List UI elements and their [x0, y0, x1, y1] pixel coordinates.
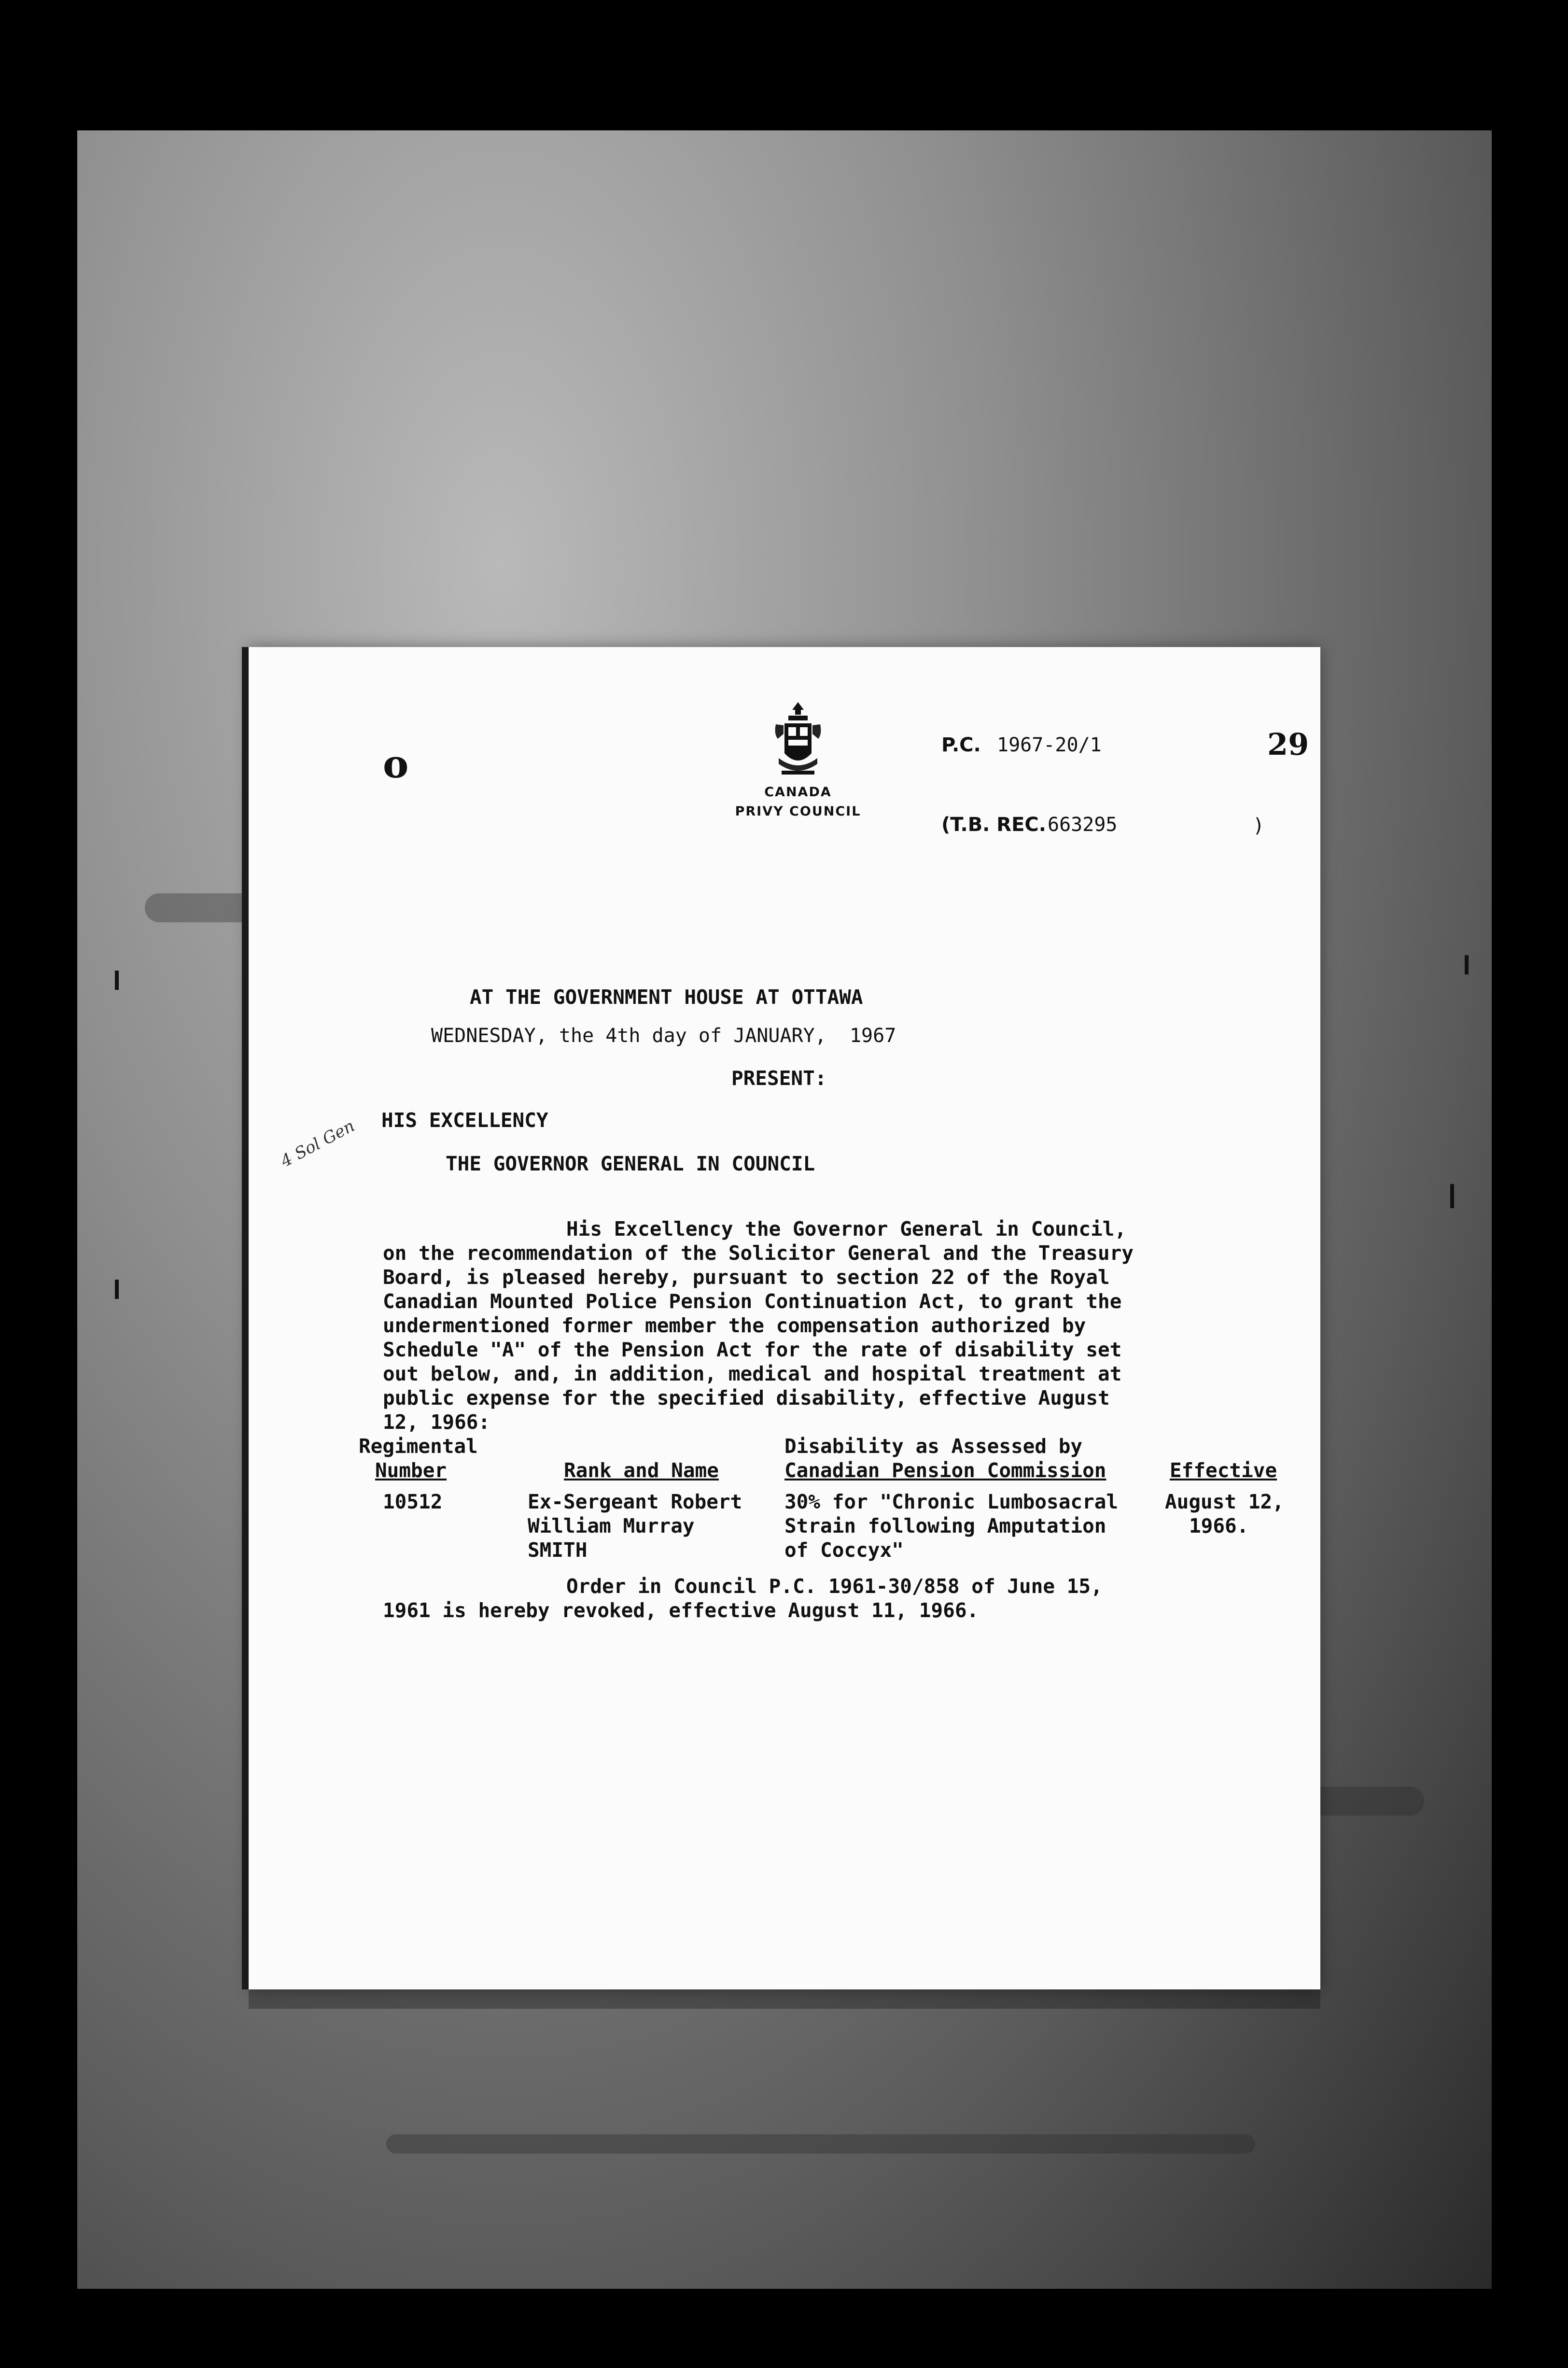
disability-line: 30% for "Chronic Lumbosacral [784, 1490, 1119, 1513]
header-rank-name: Rank and Name [564, 1459, 719, 1482]
pc-label: P.C. [941, 734, 981, 756]
cell-regimental-number: 10512 [383, 1490, 443, 1513]
closing-line: Order in Council P.C. 1961-30/858 of June 15, [566, 1575, 1103, 1598]
header-commission: Canadian Pension Commission [784, 1459, 1106, 1482]
disability-line: Strain following Amputation [784, 1514, 1106, 1537]
body-paragraph [383, 1217, 1134, 1434]
tb-label: (T.B. REC. [941, 814, 1046, 836]
location-line: AT THE GOVERNMENT HOUSE AT OTTAWA [470, 986, 863, 1009]
governor-general-line: THE GOVERNOR GENERAL IN COUNCIL [446, 1152, 815, 1175]
body-line: Board, is pleased hereby, pursuant to section 22 of the Royal [383, 1266, 1110, 1289]
canadian-coat-of-arms-icon [769, 700, 827, 782]
body-line: public expense for the specified disability, effective August [383, 1386, 1110, 1410]
tb-number: 663295 [1048, 814, 1118, 836]
edge-mark [1465, 955, 1469, 974]
handwritten-note: 4 Sol Gen [278, 1116, 358, 1171]
cell-disability [784, 1490, 1118, 1562]
header-effective: Effective [1170, 1459, 1277, 1482]
table-row [383, 1490, 442, 1514]
order-in-council-page [249, 647, 1320, 1989]
effective-line: 1966. [1189, 1514, 1249, 1537]
edge-mark [115, 971, 119, 990]
rank-name-line: Ex-Sergeant Robert [528, 1490, 742, 1513]
rank-name-line: William Murray [528, 1514, 695, 1537]
edge-mark [1450, 1184, 1454, 1208]
letterhead-country: CANADA [764, 785, 832, 800]
body-line: undermentioned former member the compensation authorized by [383, 1314, 1086, 1337]
effective-line: August 12, [1165, 1490, 1284, 1513]
body-line: out below, and, in addition, medical and hospital treatment at [383, 1362, 1122, 1385]
cell-rank-name [528, 1490, 742, 1562]
pc-number: 1967-20/1 [997, 734, 1102, 756]
body-line: His Excellency the Governor General in Council, [566, 1217, 1127, 1240]
body-line: on the recommendation of the Solicitor General and the Treasury [383, 1241, 1134, 1265]
margin-mark: o [383, 741, 409, 787]
body-line: 12, 1966: [383, 1410, 490, 1434]
header-disability: Disability as Assessed by [784, 1435, 1083, 1458]
header-number: Number [375, 1459, 447, 1482]
rank-name-line: SMITH [528, 1538, 588, 1562]
body-line: Schedule "A" of the Pension Act for the rate of disability set [383, 1338, 1122, 1361]
paper-shadow [249, 1989, 1320, 2009]
header-regimental: Regimental [359, 1435, 478, 1458]
letterhead-office: PRIVY COUNCIL [735, 804, 861, 819]
disability-line: of Coccyx" [784, 1538, 904, 1562]
present-label: PRESENT: [731, 1067, 827, 1090]
closing-paragraph [383, 1574, 1103, 1622]
page-number: 29 [1267, 727, 1309, 762]
body-line: Canadian Mounted Police Pension Continuation Act, to grant the [383, 1290, 1122, 1313]
cell-effective [1165, 1490, 1284, 1538]
tb-close-paren: ) [1253, 815, 1265, 837]
backdrop-streak [386, 2134, 1255, 2154]
closing-line: 1961 is hereby revoked, effective August 11, 1966. [383, 1599, 979, 1622]
edge-mark [115, 1280, 119, 1299]
his-excellency: HIS EXCELLENCY [381, 1109, 548, 1132]
date-line: WEDNESDAY, the 4th day of JANUARY, 1967 [431, 1025, 896, 1047]
